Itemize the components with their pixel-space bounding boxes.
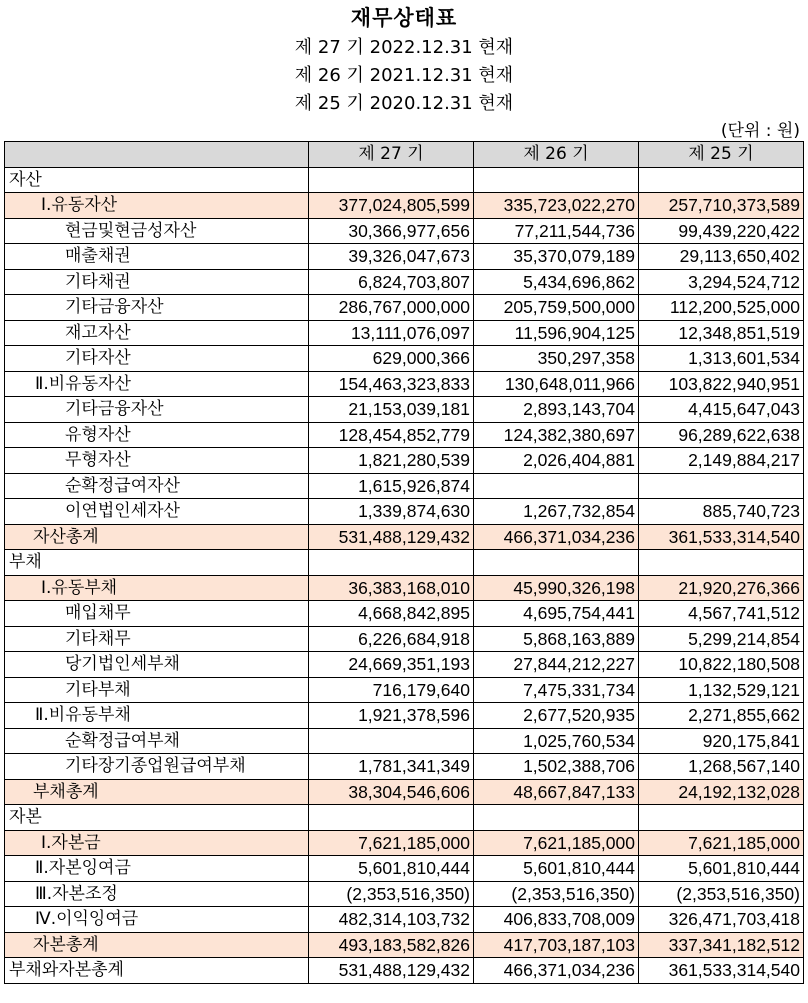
value-cell-27 xyxy=(309,550,474,576)
value-cell-27: 7,621,185,000 xyxy=(309,830,474,856)
table-row xyxy=(5,167,804,193)
table-row xyxy=(5,575,804,601)
value-cell-27: 377,024,805,599 xyxy=(309,193,474,219)
value-cell-27: 38,304,546,606 xyxy=(309,779,474,805)
value-cell-25: 7,621,185,000 xyxy=(639,830,804,856)
table-row xyxy=(5,881,804,907)
value-cell-26: 4,695,754,441 xyxy=(474,601,639,627)
value-cell-27 xyxy=(309,805,474,831)
value-cell-25: 10,822,180,508 xyxy=(639,652,804,678)
value-cell-25: 103,822,940,951 xyxy=(639,371,804,397)
value-cell-25: 2,149,884,217 xyxy=(639,448,804,474)
row-label: 기타금융자산 xyxy=(5,397,309,423)
value-cell-26: 11,596,904,125 xyxy=(474,320,639,346)
table-row xyxy=(5,754,804,780)
row-label: Ⅰ.유동자산 xyxy=(5,193,309,219)
table-row xyxy=(5,601,804,627)
value-cell-25: 2,271,855,662 xyxy=(639,703,804,729)
value-cell-26: 45,990,326,198 xyxy=(474,575,639,601)
value-cell-27: 30,366,977,656 xyxy=(309,218,474,244)
value-cell-25: 4,567,741,512 xyxy=(639,601,804,627)
table-row xyxy=(5,958,804,984)
table-row xyxy=(5,652,804,678)
table-row xyxy=(5,932,804,958)
statement-title: 재무상태표 xyxy=(350,6,458,30)
row-label: Ⅳ.이익잉여금 xyxy=(5,907,309,933)
value-cell-26: 2,893,143,704 xyxy=(474,397,639,423)
value-cell-27: 1,339,874,630 xyxy=(309,499,474,525)
value-cell-25: 920,175,841 xyxy=(639,728,804,754)
header-col-25: 제 25 기 xyxy=(639,142,804,168)
value-cell-26: 130,648,011,966 xyxy=(474,371,639,397)
row-label: Ⅲ.자본조정 xyxy=(5,881,309,907)
value-cell-26: 124,382,380,697 xyxy=(474,422,639,448)
row-label: 기타금융자산 xyxy=(5,295,309,321)
table-row xyxy=(5,550,804,576)
value-cell-27 xyxy=(309,728,474,754)
value-cell-25: 326,471,703,418 xyxy=(639,907,804,933)
value-cell-26: 5,601,810,444 xyxy=(474,856,639,882)
row-label: 기타자산 xyxy=(5,346,309,372)
table-row xyxy=(5,371,804,397)
value-cell-27: (2,353,516,350) xyxy=(309,881,474,907)
value-cell-27: 36,383,168,010 xyxy=(309,575,474,601)
row-label: 기타부채 xyxy=(5,677,309,703)
row-label: 자본 xyxy=(5,805,309,831)
value-cell-27: 24,669,351,193 xyxy=(309,652,474,678)
value-cell-25 xyxy=(639,473,804,499)
table-header-row xyxy=(5,142,804,168)
value-cell-27 xyxy=(309,167,474,193)
value-cell-26: 466,371,034,236 xyxy=(474,524,639,550)
row-label: 유형자산 xyxy=(5,422,309,448)
balance-sheet-table xyxy=(4,141,804,984)
table-row xyxy=(5,856,804,882)
value-cell-25: 96,289,622,638 xyxy=(639,422,804,448)
header-col-27: 제 27 기 xyxy=(309,142,474,168)
value-cell-26 xyxy=(474,805,639,831)
value-cell-25: 3,294,524,712 xyxy=(639,269,804,295)
table-row xyxy=(5,218,804,244)
table-row xyxy=(5,499,804,525)
value-cell-25: 361,533,314,540 xyxy=(639,524,804,550)
row-label: 기타채무 xyxy=(5,626,309,652)
row-label: Ⅱ.비유동부채 xyxy=(5,703,309,729)
value-cell-27: 1,781,341,349 xyxy=(309,754,474,780)
value-cell-25 xyxy=(639,805,804,831)
value-cell-26 xyxy=(474,473,639,499)
row-label: Ⅱ.자본잉여금 xyxy=(5,856,309,882)
table-row xyxy=(5,346,804,372)
table-row xyxy=(5,422,804,448)
value-cell-27: 531,488,129,432 xyxy=(309,958,474,984)
value-cell-26: 350,297,358 xyxy=(474,346,639,372)
value-cell-26: 406,833,708,009 xyxy=(474,907,639,933)
value-cell-25: 5,299,214,854 xyxy=(639,626,804,652)
header-col-26: 제 26 기 xyxy=(474,142,639,168)
value-cell-26: 466,371,034,236 xyxy=(474,958,639,984)
value-cell-26 xyxy=(474,167,639,193)
row-label: 자산 xyxy=(5,167,309,193)
value-cell-26: 1,502,388,706 xyxy=(474,754,639,780)
value-cell-26: 1,025,760,534 xyxy=(474,728,639,754)
row-label: Ⅱ.비유동자산 xyxy=(5,371,309,397)
header-label-col xyxy=(5,142,309,168)
value-cell-27: 4,668,842,895 xyxy=(309,601,474,627)
value-cell-25: 5,601,810,444 xyxy=(639,856,804,882)
value-cell-26: 2,026,404,881 xyxy=(474,448,639,474)
table-row xyxy=(5,728,804,754)
value-cell-26: 5,434,696,862 xyxy=(474,269,639,295)
value-cell-26: 27,844,212,227 xyxy=(474,652,639,678)
value-cell-25: 361,533,314,540 xyxy=(639,958,804,984)
row-label: Ⅰ.자본금 xyxy=(5,830,309,856)
value-cell-25: 12,348,851,519 xyxy=(639,320,804,346)
value-cell-26: 77,211,544,736 xyxy=(474,218,639,244)
row-label: 순확정급여자산 xyxy=(5,473,309,499)
value-cell-27: 1,615,926,874 xyxy=(309,473,474,499)
value-cell-27: 13,111,076,097 xyxy=(309,320,474,346)
table-row xyxy=(5,193,804,219)
value-cell-27: 493,183,582,826 xyxy=(309,932,474,958)
value-cell-27: 6,226,684,918 xyxy=(309,626,474,652)
value-cell-26: 5,868,163,889 xyxy=(474,626,639,652)
row-label: 현금및현금성자산 xyxy=(5,218,309,244)
table-row xyxy=(5,244,804,270)
table-row xyxy=(5,269,804,295)
value-cell-27: 154,463,323,833 xyxy=(309,371,474,397)
value-cell-25: 99,439,220,422 xyxy=(639,218,804,244)
table-row xyxy=(5,397,804,423)
row-label: 무형자산 xyxy=(5,448,309,474)
value-cell-27: 6,824,703,807 xyxy=(309,269,474,295)
table-row xyxy=(5,779,804,805)
value-cell-27: 21,153,039,181 xyxy=(309,397,474,423)
value-cell-26: 7,621,185,000 xyxy=(474,830,639,856)
value-cell-26: 417,703,187,103 xyxy=(474,932,639,958)
row-label: 부채총계 xyxy=(5,779,309,805)
value-cell-26: 1,267,732,854 xyxy=(474,499,639,525)
table-row xyxy=(5,320,804,346)
table-row xyxy=(5,703,804,729)
value-cell-25: 112,200,525,000 xyxy=(639,295,804,321)
value-cell-26 xyxy=(474,550,639,576)
period-27: 제 27 기 2022.12.31 현재 xyxy=(294,37,514,58)
table-row xyxy=(5,524,804,550)
value-cell-26: 35,370,079,189 xyxy=(474,244,639,270)
value-cell-27: 286,767,000,000 xyxy=(309,295,474,321)
value-cell-27: 629,000,366 xyxy=(309,346,474,372)
table-row xyxy=(5,473,804,499)
row-label: 기타채권 xyxy=(5,269,309,295)
value-cell-26: 48,667,847,133 xyxy=(474,779,639,805)
value-cell-25: 4,415,647,043 xyxy=(639,397,804,423)
period-26: 제 26 기 2021.12.31 현재 xyxy=(294,65,514,86)
row-label: 순확정급여부채 xyxy=(5,728,309,754)
table-row xyxy=(5,830,804,856)
row-label: 자산총계 xyxy=(5,524,309,550)
value-cell-27: 1,821,280,539 xyxy=(309,448,474,474)
value-cell-27: 716,179,640 xyxy=(309,677,474,703)
row-label: 매입채무 xyxy=(5,601,309,627)
table-row xyxy=(5,907,804,933)
value-cell-25: 1,268,567,140 xyxy=(639,754,804,780)
value-cell-27: 39,326,047,673 xyxy=(309,244,474,270)
value-cell-25: 337,341,182,512 xyxy=(639,932,804,958)
value-cell-25: 257,710,373,589 xyxy=(639,193,804,219)
value-cell-25 xyxy=(639,167,804,193)
row-label: Ⅰ.유동부채 xyxy=(5,575,309,601)
value-cell-27: 531,488,129,432 xyxy=(309,524,474,550)
row-label: 재고자산 xyxy=(5,320,309,346)
period-25: 제 25 기 2020.12.31 현재 xyxy=(294,93,514,114)
row-label: 당기법인세부채 xyxy=(5,652,309,678)
row-label: 자본총계 xyxy=(5,932,309,958)
value-cell-25: 1,313,601,534 xyxy=(639,346,804,372)
table-row xyxy=(5,805,804,831)
table-row xyxy=(5,295,804,321)
value-cell-25: 885,740,723 xyxy=(639,499,804,525)
value-cell-25: 24,192,132,028 xyxy=(639,779,804,805)
value-cell-26: (2,353,516,350) xyxy=(474,881,639,907)
value-cell-25: 1,132,529,121 xyxy=(639,677,804,703)
value-cell-26: 335,723,022,270 xyxy=(474,193,639,219)
value-cell-25: (2,353,516,350) xyxy=(639,881,804,907)
row-label: 기타장기종업원급여부채 xyxy=(5,754,309,780)
table-row xyxy=(5,677,804,703)
row-label: 매출채권 xyxy=(5,244,309,270)
value-cell-26: 2,677,520,935 xyxy=(474,703,639,729)
value-cell-25: 29,113,650,402 xyxy=(639,244,804,270)
value-cell-27: 482,314,103,732 xyxy=(309,907,474,933)
table-row xyxy=(5,448,804,474)
table-row xyxy=(5,626,804,652)
row-label: 부채와자본총계 xyxy=(5,958,309,984)
value-cell-25 xyxy=(639,550,804,576)
row-label: 이연법인세자산 xyxy=(5,499,309,525)
unit-label: (단위 : 원) xyxy=(720,121,800,141)
statement-header xyxy=(0,0,808,140)
value-cell-26: 205,759,500,000 xyxy=(474,295,639,321)
value-cell-26: 7,475,331,734 xyxy=(474,677,639,703)
value-cell-27: 128,454,852,779 xyxy=(309,422,474,448)
value-cell-27: 1,921,378,596 xyxy=(309,703,474,729)
row-label: 부채 xyxy=(5,550,309,576)
value-cell-25: 21,920,276,366 xyxy=(639,575,804,601)
value-cell-27: 5,601,810,444 xyxy=(309,856,474,882)
